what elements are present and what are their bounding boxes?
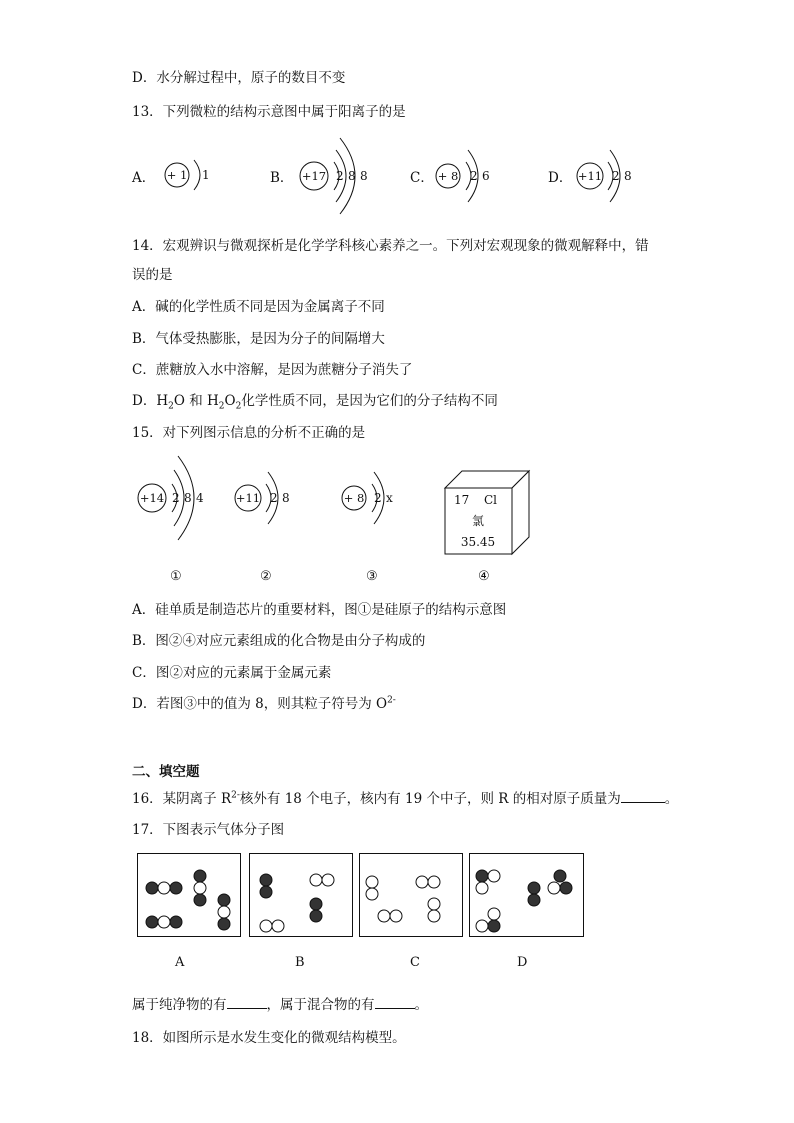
svg-text:8: 8 xyxy=(282,491,290,505)
section-fill-in-title: 二、填空题 xyxy=(132,764,200,780)
q15-figure-3-diagram xyxy=(338,464,418,534)
q17-mixture-blank[interactable] xyxy=(375,996,415,1009)
q13-stem: 13．下列微粒的结构示意图中属于阳离子的是 xyxy=(132,104,406,120)
molecule-box-d-label: D xyxy=(517,955,528,970)
svg-text:+11: +11 xyxy=(235,491,261,505)
svg-text:6: 6 xyxy=(482,169,490,183)
svg-text:2: 2 xyxy=(336,169,344,183)
svg-text:8: 8 xyxy=(348,169,356,183)
svg-text:+14: +14 xyxy=(139,491,165,505)
q15-figure-1-label: ① xyxy=(170,569,182,584)
svg-text:35.45: 35.45 xyxy=(460,535,496,549)
svg-text:8: 8 xyxy=(184,491,192,505)
molecule-box-a xyxy=(137,853,241,937)
q15-option-a: A．硅单质是制造芯片的重要材料，图①是硅原子的结构示意图 xyxy=(132,602,507,618)
q15-figure-4-label: ④ xyxy=(478,569,490,584)
svg-text:2: 2 xyxy=(374,491,382,505)
q15-option-d: D．若图③中的值为 8，则其粒子符号为 $O^{2-}$ xyxy=(132,695,396,712)
q16-stem: 16．某阴离子 $R^{2-}$核外有 18 个电子，核内有 19 个中子，则 R 的相对原子质量为 。 xyxy=(132,790,679,807)
svg-text:+ 8: + 8 xyxy=(343,491,365,505)
q13-option-a-letter: A． xyxy=(132,170,156,186)
q17-pure-blank[interactable] xyxy=(227,996,267,1009)
svg-text:8: 8 xyxy=(360,169,368,183)
svg-text:Cl: Cl xyxy=(484,493,498,507)
svg-text:+17: +17 xyxy=(301,169,327,183)
q15-option-c: C．图②对应的元素属于金属元素 xyxy=(132,665,332,681)
q15-figure-2-label: ② xyxy=(260,569,272,584)
molecule-box-a-label: A xyxy=(175,955,185,970)
molecule-box-b xyxy=(249,853,353,937)
q13-option-c-letter: C． xyxy=(410,170,434,186)
q17-answer-line: 属于纯净物的有 ，属于混合物的有 。 xyxy=(132,997,428,1013)
molecule-box-d xyxy=(469,853,584,937)
q14-stem-line2: 误的是 xyxy=(132,267,173,283)
svg-text:4: 4 xyxy=(196,491,204,505)
svg-text:2: 2 xyxy=(270,491,278,505)
q14-stem-line1: 14．宏观辨识与微观探析是化学学科核心素养之一。下列对宏观现象的微观解释中，错 xyxy=(132,238,649,254)
svg-text:氯: 氯 xyxy=(471,514,485,528)
q14-option-b: B．气体受热膨胀，是因为分子的间隔增大 xyxy=(132,331,385,347)
svg-text:+11: +11 xyxy=(577,169,603,183)
q15-figure-2-diagram xyxy=(230,464,310,534)
q15-figure-1-diagram xyxy=(134,450,224,546)
molecule-box-c-label: C xyxy=(410,955,420,970)
molecule-box-c xyxy=(359,853,463,937)
svg-text:2: 2 xyxy=(612,169,620,183)
svg-text:2: 2 xyxy=(172,491,180,505)
q15-figure-3-label: ③ xyxy=(366,569,378,584)
q13-option-c-diagram xyxy=(432,140,512,210)
svg-text:8: 8 xyxy=(624,169,632,183)
molecule-box-b-label: B xyxy=(295,955,305,970)
q13-option-b-diagram xyxy=(296,132,386,218)
q16-answer-blank[interactable] xyxy=(621,790,665,803)
svg-text:+ 1: + 1 xyxy=(166,168,188,182)
q14-option-a: A．碱的化学性质不同是因为金属离子不同 xyxy=(132,299,385,315)
q14-option-d: D．$H_2O$ 和 $H_2O_2$化学性质不同，是因为它们的分子结构不同 xyxy=(132,393,498,412)
q18-stem: 18．如图所示是水发生变化的微观结构模型。 xyxy=(132,1030,406,1046)
svg-text:1: 1 xyxy=(202,168,210,182)
q13-option-d-letter: D． xyxy=(548,170,573,186)
q14-option-c: C．蔗糖放入水中溶解，是因为蔗糖分子消失了 xyxy=(132,362,413,378)
q15-stem: 15．对下列图示信息的分析不正确的是 xyxy=(132,425,366,441)
q13-option-a-diagram xyxy=(160,150,220,200)
svg-text:17: 17 xyxy=(454,493,470,507)
svg-text:x: x xyxy=(386,491,393,505)
q13-option-b-letter: B． xyxy=(270,170,294,186)
svg-text:2: 2 xyxy=(470,169,478,183)
q15-element-card xyxy=(440,466,536,558)
q15-option-b: B．图②④对应元素组成的化合物是由分子构成的 xyxy=(132,633,426,649)
svg-text:+ 8: + 8 xyxy=(437,169,459,183)
q12-option-d: D．水分解过程中，原子的数目不变 xyxy=(132,70,346,86)
q17-stem: 17．下图表示气体分子图 xyxy=(132,822,285,838)
q13-option-d-diagram xyxy=(572,140,652,210)
